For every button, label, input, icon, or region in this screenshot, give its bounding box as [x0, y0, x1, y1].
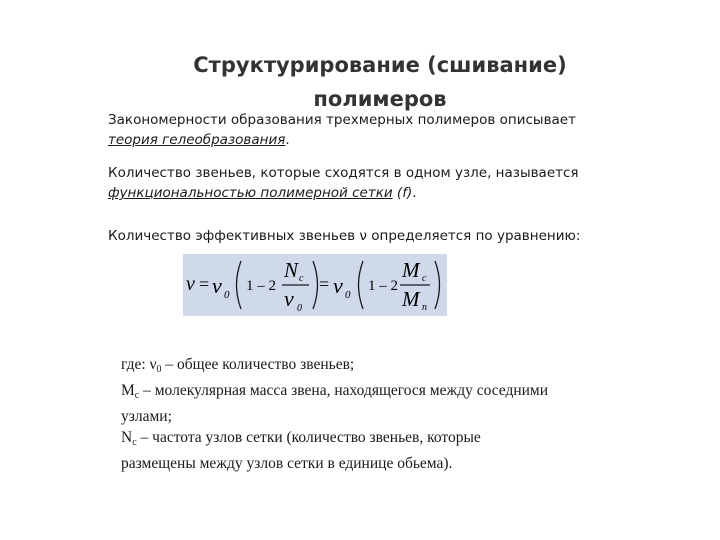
term-network-functionality: функциональностью полимерной сетки — [108, 185, 393, 201]
paragraph-functionality-text: Количество звеньев, которые сходятся в одном узле, называется — [108, 165, 579, 181]
definition-nu0-text: – общее количество звеньев; — [161, 356, 355, 373]
eq-nu0-1: ν — [212, 273, 222, 298]
definition-mc-sub: c — [134, 390, 140, 401]
paragraph-functionality-end: . — [412, 185, 417, 201]
definition-nc-sub: c — [132, 437, 137, 448]
definition-mc — [121, 380, 661, 406]
definitions-block — [121, 354, 661, 474]
definition-mc-label: M — [121, 382, 135, 399]
definition-mc-text: – молекулярная масса звена, находящегося между соседними — [139, 382, 549, 399]
definition-nc-label: N — [121, 429, 133, 446]
paragraph-gel-theory-end: . — [285, 132, 290, 148]
eq-den-nu0-sub: 0 — [297, 303, 302, 314]
paragraph-gel-theory-text: Закономерности образования трехмерных полимеров описывает — [108, 112, 576, 128]
eq-paren-close-2 — [435, 261, 440, 309]
definition-nc-cont: размещены между узлов сетки в единице обьема). — [121, 455, 453, 472]
eq-paren-close-1 — [313, 261, 318, 309]
eq-num-Nc-sub: c — [299, 273, 304, 284]
slide-title-line2: полимеров — [313, 87, 447, 111]
functionality-symbol: (f) — [396, 185, 413, 201]
eq-nu0-1-sub: 0 — [224, 289, 230, 301]
eq-paren-open-1 — [237, 261, 242, 309]
eq-equals-1: = — [199, 274, 210, 294]
eq-paren-open-2 — [359, 261, 364, 309]
paragraph-effective-links — [108, 226, 668, 246]
eq-lhs-nu: ν — [186, 273, 195, 295]
term-gel-theory: теория гелеобразования — [108, 132, 286, 148]
definition-nu0-sub: 0 — [156, 364, 162, 375]
definition-mc-cont: узлами; — [121, 408, 172, 425]
eq-one-minus-two-2: 1 – 2 — [368, 278, 398, 294]
eq-den-Mn: M — [402, 287, 420, 311]
eq-nu0-2: ν — [333, 273, 343, 298]
paragraph-gel-theory — [108, 110, 668, 150]
definition-nc — [121, 427, 661, 453]
eq-equals-2: = — [319, 274, 330, 294]
eq-one-minus-two-1: 1 – 2 — [246, 278, 276, 294]
equation-box — [183, 254, 447, 316]
equation-formula — [183, 254, 447, 316]
eq-den-Mn-sub: n — [422, 302, 427, 313]
definition-nu0-label: где: ν — [121, 356, 157, 373]
paragraph-effective-links-text: Количество эффективных звеньев ν определяется по уравнению: — [108, 228, 581, 244]
eq-den-nu0: ν — [284, 286, 294, 311]
definition-nc-text: – частота узлов сетки (количество звеньев, которые — [136, 429, 481, 446]
definition-nu0 — [121, 354, 661, 380]
eq-num-Mc-sub: c — [422, 273, 427, 284]
eq-num-Mc: M — [402, 258, 420, 282]
slide-title — [160, 48, 600, 116]
paragraph-functionality — [108, 163, 668, 203]
eq-num-Nc: N — [284, 258, 299, 282]
eq-nu0-2-sub: 0 — [345, 289, 351, 301]
slide-title-line1: Структурирование (сшивание) — [193, 53, 567, 77]
